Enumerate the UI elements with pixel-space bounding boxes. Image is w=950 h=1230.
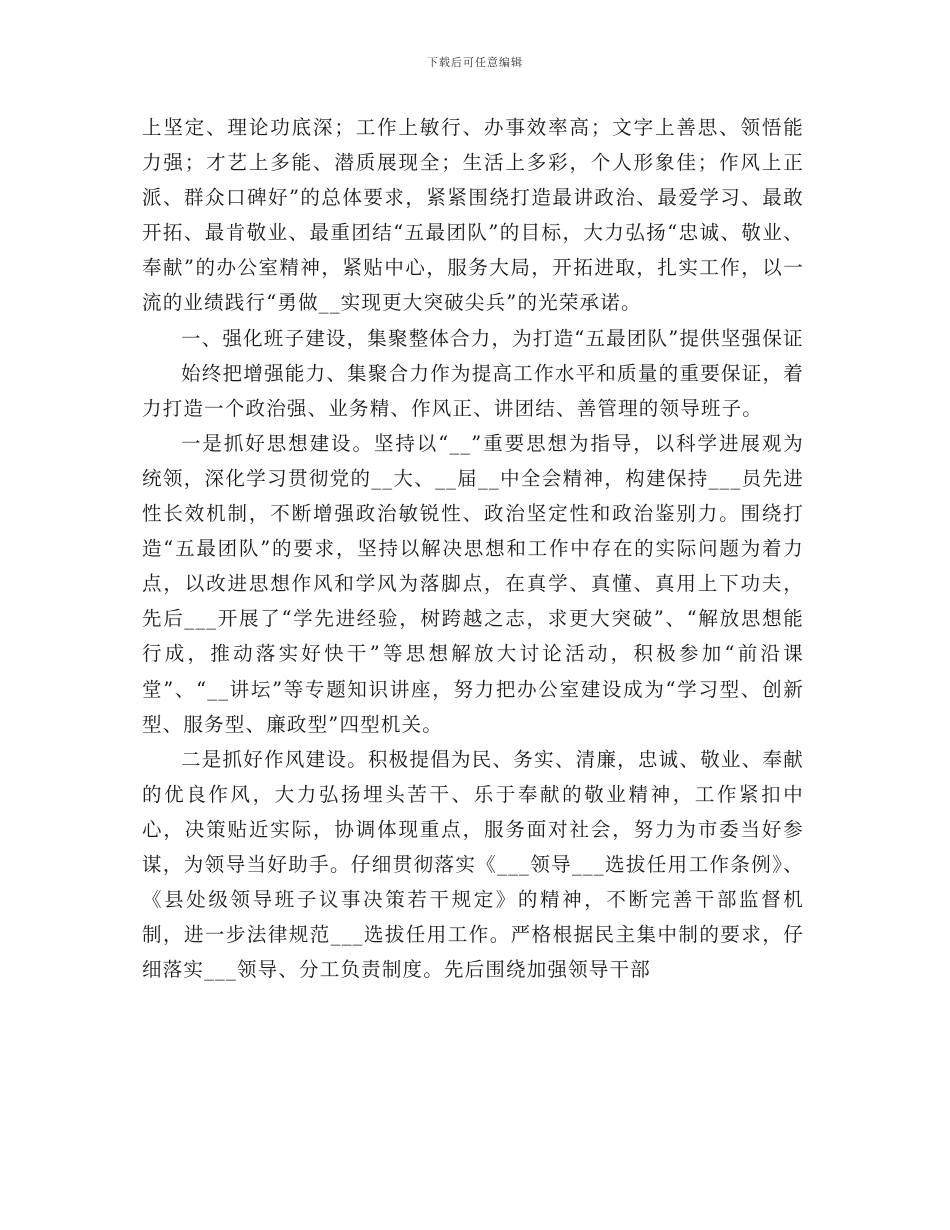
paragraph-1: 上坚定、理论功底深；工作上敏行、办事效率高；文字上善思、领悟能力强；才艺上多能、潜质展现全；生活上多彩，个人形象佳；作风上正派、群众口碑好”的总体要求，紧紧围绕打造最讲政治、最爱学习、最敢开拓、最肯敬业、最重团结“五最团队”的目标，大力弘扬“忠诚、敬业、奉献”的办公室精神，紧贴中心，服务大局，开拓进取，扎实工作，以一流的业绩践行“勇做__实现更大突破尖兵”的光荣承诺。 [142, 116, 804, 315]
paragraph-3: 一是抓好思想建设。坚持以“__”重要思想为指导，以科学进展观为统领，深化学习贯彻党的__大、__届__中全会精神，构建保持___员先进性长效机制，不断增强政治敏锐性、政治坚定性和政治鉴别力。围绕打造“五最团队”的要求，坚持以解决思想和工作中存在的实际问题为着力点，以改进思想作风和学风为落脚点，在真学、真懂、真用上下功夫，先后___开展了“学先进经验，树跨越之志，求更大突破”、“解放思想能行成，推动落实好快干”等思想解放大讨论活动，积极参加“前沿课堂”、“__讲坛”等专题知识讲座，努力把办公室建设成为“学习型、创新型、服务型、廉政型”四型机关。 [142, 431, 804, 736]
header-note: 下载后可任意编辑 [427, 56, 523, 69]
document-body [142, 110, 804, 987]
paragraph-4: 二是抓好作风建设。积极提倡为民、务实、清廉，忠诚、敬业、奉献的优良作风，大力弘扬埋头苦干、乐于奉献的敬业精神，工作紧扣中心，决策贴近实际，协调体现重点，服务面对社会，努力为市委当好参谋，为领导当好助手。仔细贯彻落实《___领导___选拔任用工作条例》、《县处级领导班子议事决策若干规定》的精神，不断完善干部监督机制，进一步法律规范___选拔任用工作。严格根据民主集中制的要求，仔细落实___领导、分工负责制度。先后围绕加强领导干部 [142, 747, 804, 982]
paragraph-2: 始终把增强能力、集聚合力作为提高工作水平和质量的重要保证，着力打造一个政治强、业务精、作风正、讲团结、善管理的领导班子。 [142, 361, 804, 420]
section-heading-1: 一、强化班子建设，集聚整体合力，为打造“五最团队”提供坚强保证 [181, 326, 804, 350]
